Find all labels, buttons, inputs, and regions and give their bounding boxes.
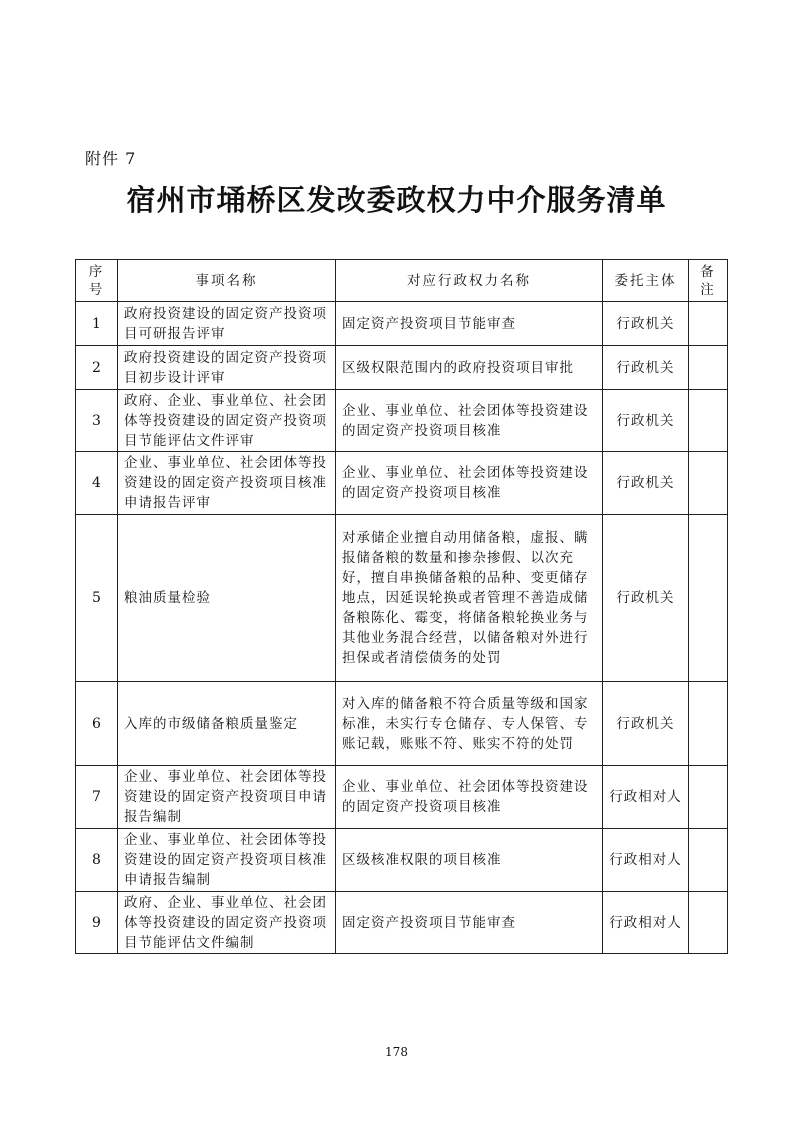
table-row — [76, 302, 728, 346]
row-power: 固定资产投资项目节能审查 — [336, 302, 603, 346]
row-name: 企业、事业单位、社会团体等投资建设的固定资产投资项目申请报告编制 — [118, 766, 336, 829]
header-name: 事项名称 — [118, 260, 336, 302]
service-list-table — [75, 259, 728, 954]
row-note — [689, 390, 728, 452]
row-power: 企业、事业单位、社会团体等投资建设的固定资产投资项目核准 — [336, 452, 603, 515]
row-entity: 行政机关 — [603, 682, 689, 766]
row-no: 5 — [76, 515, 118, 682]
table-row — [76, 452, 728, 515]
row-entity: 行政相对人 — [603, 829, 689, 892]
row-note — [689, 892, 728, 954]
row-no: 8 — [76, 829, 118, 892]
table-row — [76, 682, 728, 766]
table-row — [76, 892, 728, 954]
row-note — [689, 515, 728, 682]
table-row — [76, 390, 728, 452]
row-name: 企业、事业单位、社会团体等投资建设的固定资产投资项目核准申请报告编制 — [118, 829, 336, 892]
table-row — [76, 766, 728, 829]
row-entity: 行政机关 — [603, 302, 689, 346]
row-power: 企业、事业单位、社会团体等投资建设的固定资产投资项目核准 — [336, 766, 603, 829]
row-note — [689, 346, 728, 390]
row-power: 对承储企业擅自动用储备粮，虚报、瞒报储备粮的数量和掺杂掺假、以次充好，擅自串换储备粮的品种、变更储存地点，因延误轮换或者管理不善造成储备粮陈化、霉变，将储备粮轮换业务与其他业务混合经营，以储备粮对外进行担保或者清偿债务的处罚 — [336, 515, 603, 682]
attachment-label: 附件 7 — [85, 149, 137, 168]
row-entity: 行政机关 — [603, 452, 689, 515]
row-name: 入库的市级储备粮质量鉴定 — [118, 682, 336, 766]
header-power: 对应行政权力名称 — [336, 260, 603, 302]
row-power: 区级权限范围内的政府投资项目审批 — [336, 346, 603, 390]
row-no: 9 — [76, 892, 118, 954]
row-no: 4 — [76, 452, 118, 515]
row-name: 政府、企业、事业单位、社会团体等投资建设的固定资产投资项目节能评估文件编制 — [118, 892, 336, 954]
table-row — [76, 829, 728, 892]
table-row — [76, 515, 728, 682]
row-note — [689, 829, 728, 892]
row-name: 企业、事业单位、社会团体等投资建设的固定资产投资项目核准申请报告评审 — [118, 452, 336, 515]
row-entity: 行政相对人 — [603, 892, 689, 954]
row-no: 7 — [76, 766, 118, 829]
header-no: 序号 — [76, 260, 118, 302]
row-power: 固定资产投资项目节能审查 — [336, 892, 603, 954]
row-name: 政府、企业、事业单位、社会团体等投资建设的固定资产投资项目节能评估文件评审 — [118, 390, 336, 452]
document-title: 宿州市埇桥区发改委政权力中介服务清单 — [126, 183, 667, 217]
row-no: 1 — [76, 302, 118, 346]
table-row — [76, 346, 728, 390]
row-note — [689, 452, 728, 515]
row-entity: 行政机关 — [603, 390, 689, 452]
row-note — [689, 766, 728, 829]
row-name: 政府投资建设的固定资产投资项目初步设计评审 — [118, 346, 336, 390]
row-entity: 行政相对人 — [603, 766, 689, 829]
row-power: 对入库的储备粮不符合质量等级和国家标准，未实行专仓储存、专人保管、专账记载，账账不符、账实不符的处罚 — [336, 682, 603, 766]
page-number: 178 — [385, 1045, 408, 1059]
row-note — [689, 682, 728, 766]
table-header-row — [76, 260, 728, 302]
row-no: 2 — [76, 346, 118, 390]
header-note: 备注 — [689, 260, 728, 302]
row-entity: 行政机关 — [603, 515, 689, 682]
row-entity: 行政机关 — [603, 346, 689, 390]
row-name: 粮油质量检验 — [118, 515, 336, 682]
row-power: 区级核准权限的项目核准 — [336, 829, 603, 892]
row-no: 3 — [76, 390, 118, 452]
row-name: 政府投资建设的固定资产投资项目可研报告评审 — [118, 302, 336, 346]
row-note — [689, 302, 728, 346]
row-no: 6 — [76, 682, 118, 766]
row-power: 企业、事业单位、社会团体等投资建设的固定资产投资项目核准 — [336, 390, 603, 452]
header-entity: 委托主体 — [603, 260, 689, 302]
